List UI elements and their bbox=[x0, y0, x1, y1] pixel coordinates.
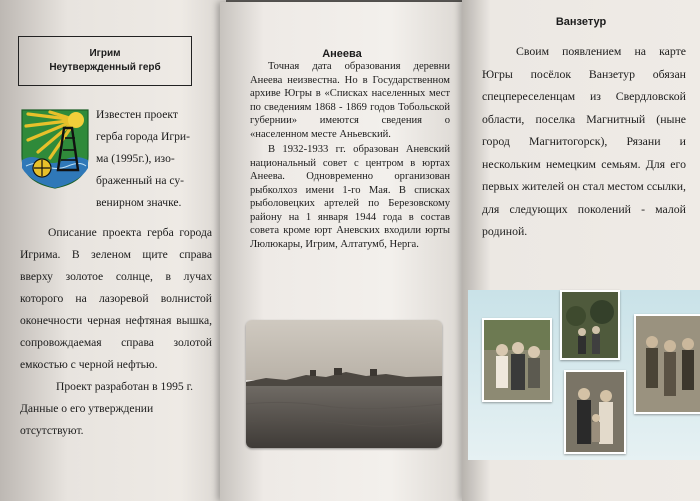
aneeva-paragraph-1: Точная дата образования деревни Анеева неизвестна. Но в Государственном архиве Югры в «Списках населенных мест по сведениям 1868 - 1869 годов Тобольской губернии» имеются сведения о «населенном месте Аньевский. bbox=[250, 61, 450, 140]
family-photo-collage bbox=[468, 290, 700, 460]
intro-line: браженный на су- bbox=[96, 174, 185, 187]
igrim-title-box bbox=[18, 36, 192, 86]
igrim-title: Игрим bbox=[89, 48, 121, 59]
panel-igrim bbox=[0, 0, 226, 501]
intro-line: ма (1995г.), изо- bbox=[96, 152, 175, 165]
coat-of-arms-emblem bbox=[20, 108, 90, 190]
igrim-intro bbox=[96, 104, 214, 192]
vanzetur-text: Своим появлением на карте Югры посёлок Ванзетур обязан спецпереселенцам из Свердловской области, поселка Магнитный (ныне город Магнитогорск), Рязани и нескольким немецким семьям. Для его первых жителей он стал местом ссылки, для следующих поколений - малой родиной. bbox=[482, 44, 686, 238]
aneeva-heading: Анеева bbox=[322, 48, 362, 60]
aneeva-paragraph-2: В 1932-1933 гг. образован Аневский национальный совет с центром в юртах Анеева. Одновременно организован рыбколхоз имени 1-го Мая. В списках рыболовецких артелей по Березовскому району на 1 января 1944 года в состав совета кроме юрт Аневских входили юрты Люлюкары, Игрим, Алтатумб, Нерга. bbox=[250, 144, 450, 250]
panel-aneeva bbox=[220, 2, 464, 501]
family-photo-couple bbox=[564, 370, 626, 454]
igrim-intro-tail: венирном значке. bbox=[96, 196, 182, 209]
vanzetur-heading: Ванзетур bbox=[555, 16, 607, 28]
panel-vanzetur bbox=[462, 0, 700, 501]
intro-line: Известен проект bbox=[96, 108, 178, 121]
igrim-project-note: Проект разработан в 1995 г. Данные о его утверждении отсутствуют. bbox=[20, 380, 193, 437]
aneeva-text bbox=[250, 60, 450, 251]
village-river-photo bbox=[246, 320, 442, 448]
intro-line: герба города Игри- bbox=[96, 130, 190, 143]
igrim-description: Описание проекта герба города Игрима. В зеленом щите справа вверху золотое солнце, в лучах которого на лазоревой волнистой оконечности черная нефтяная вышка, сопровождаемая справа золотой емкостью с черной нефтью. bbox=[20, 226, 212, 371]
family-photo-men bbox=[634, 314, 700, 414]
group-photo-women bbox=[482, 318, 552, 402]
igrim-subtitle: Неутвержденный герб bbox=[49, 62, 161, 73]
group-photo-outdoors bbox=[560, 290, 620, 360]
